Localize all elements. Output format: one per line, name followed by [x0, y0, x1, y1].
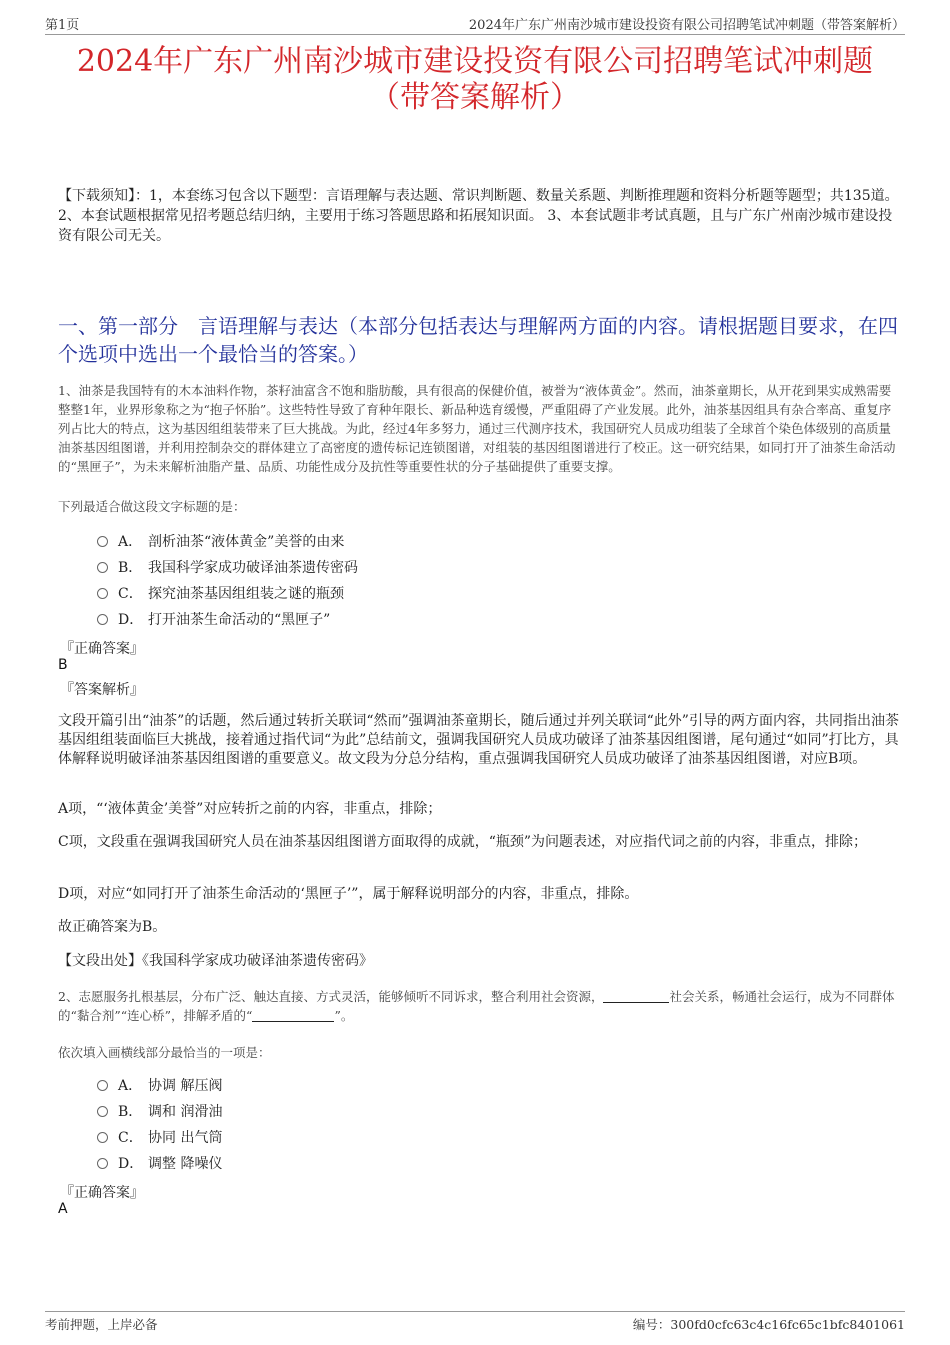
q1-option-b[interactable] — [97, 557, 358, 579]
download-notice: 【下载须知】：1，本套练习包含以下题型：言语理解与表达题、常识判断题、数量关系题、判断推理题和资料分析题等题型；共135道。 2、本套试题根据常见招考题总结归纳，主要用于练习答题思路和拓展知识面。 3、本套试题非考试真题，且与广东广州南沙城市建设投资有限公司无关。 — [58, 188, 899, 244]
radio-icon[interactable] — [97, 1132, 108, 1143]
radio-icon[interactable] — [97, 614, 108, 625]
option-letter: B． — [118, 1104, 143, 1120]
option-text: 调整 降噪仪 — [148, 1156, 223, 1172]
header-doc-title: 2024年广东广州南沙城市建设投资有限公司招聘笔试冲刺题（带答案解析） — [468, 18, 905, 33]
section-heading: 一、第一部分 言语理解与表达（本部分包括表达与理解两方面的内容。请根据题目要求，在四个选项中选出一个最恰当的答案。） — [58, 314, 898, 366]
document-title — [30, 44, 920, 116]
q1-answer-label: 『正确答案』 — [60, 641, 144, 657]
option-text: 剖析油茶“液体黄金”美誉的由来 — [148, 534, 345, 550]
q1-option-a[interactable] — [97, 531, 344, 553]
page-number: 第1页 — [45, 18, 80, 33]
q2-passage-part-3: ”。 — [334, 1008, 354, 1023]
q2-answer-label: 『正确答案』 — [60, 1185, 144, 1201]
q1-note-d: D项，对应“如同打开了油茶生命活动的‘黑匣子’”，属于解释说明部分的内容，非重点，排除。 — [58, 886, 639, 902]
option-letter: A． — [118, 534, 143, 550]
q2-option-c[interactable] — [97, 1127, 222, 1149]
q1-answer: B — [58, 657, 68, 673]
radio-icon[interactable] — [97, 1158, 108, 1169]
page-footer — [45, 1311, 905, 1336]
q2-option-d[interactable] — [97, 1153, 222, 1175]
option-text: 调和 润滑油 — [148, 1104, 223, 1120]
option-text: 打开油茶生命活动的“黑匣子” — [148, 612, 331, 628]
footer-slogan: 考前押题，上岸必备 — [45, 1317, 158, 1332]
option-letter: D． — [118, 1156, 144, 1172]
q1-source: 【文段出处】《我国科学家成功破译油茶遗传密码》 — [58, 953, 373, 969]
q1-option-c[interactable] — [97, 583, 344, 605]
q1-passage: 1、油茶是我国特有的木本油料作物，茶籽油富含不饱和脂肪酸，具有很高的保健价值，被誉为“液体黄金”。然而，油茶童期长，从开花到果实成熟需要整整1年，业界形象称之为“抱子怀胎”。这些特性导致了育种年限长、新品种选育缓慢，严重阻碍了产业发展。此外，油茶基因组具有杂合率高、重复序列占比大的特点，这为基因组组装带来了巨大挑战。为此，经过4年多努力，通过三代测序技术，我国研究人员成功组装了全球首个染色体级别的高质量油茶基因组图谱，并利用控制杂交的群体建立了高密度的遗传标记连锁图谱，对组装的基因组图谱进行了校正。这一研究结果，如同打开了油茶生命活动的“黑匣子”，为未来解析油脂产量、品质、功能性成分及抗性等重要性状的分子基础提供了重要支撑。 — [58, 383, 896, 474]
q2-option-a[interactable] — [97, 1075, 222, 1097]
q1-prompt: 下列最适合做这段文字标题的是： — [58, 499, 246, 514]
q2-blank-1 — [603, 990, 669, 1003]
q1-analysis: 文段开篇引出“油茶”的话题，然后通过转折关联词“然而”强调油茶童期长，随后通过并列关联词“此外”引导的两方面内容，共同指出油茶基因组组装面临巨大挑战，接着通过指代词“为此”总结前文，强调我国研究人员成功破译了油茶基因组图谱，尾句通过“如同”打比方，具体解释说明破译油茶基因组图谱的重要意义。故文段为分总分结构，重点强调我国研究人员成功破译了油茶基因组图谱，对应B项。 — [58, 713, 899, 767]
radio-icon[interactable] — [97, 536, 108, 547]
q1-note-c: C项，文段重在强调我国研究人员在油茶基因组图谱方面取得的成就，“瓶颈”为问题表述，对应指代词之前的内容，非重点，排除； — [58, 834, 868, 850]
title-line-1: 2024年广东广州南沙城市建设投资有限公司招聘笔试冲刺题 — [76, 44, 874, 79]
page-header — [45, 14, 905, 35]
option-letter: D． — [118, 612, 144, 628]
q2-passage-part-1: 2、志愿服务扎根基层，分布广泛、触达直接、方式灵活，能够倾听不同诉求，整合利用社会资源， — [58, 989, 604, 1004]
option-letter: C． — [118, 586, 143, 602]
radio-icon[interactable] — [97, 588, 108, 599]
q1-conclusion: 故正确答案为B。 — [58, 919, 167, 935]
q1-note-a: A项，“‘液体黄金’美誉”对应转折之前的内容，非重点，排除； — [58, 801, 442, 817]
q2-prompt: 依次填入画横线部分最恰当的一项是： — [58, 1045, 271, 1060]
option-text: 协调 解压阀 — [148, 1078, 223, 1094]
q2-answer: A — [58, 1201, 68, 1217]
q2-blank-2 — [252, 1009, 334, 1022]
title-line-2: （带答案解析） — [370, 80, 580, 115]
q1-option-d[interactable] — [97, 609, 330, 631]
footer-serial: 编号：300fd0cfc63c4c16fc65c1bfc8401061 — [632, 1317, 905, 1332]
radio-icon[interactable] — [97, 1080, 108, 1091]
option-letter: B． — [118, 560, 143, 576]
radio-icon[interactable] — [97, 1106, 108, 1117]
q2-passage-part-2: 社会关系，畅通社会运行，成为不同群体的“黏合剂”“连心桥”，排解矛盾的“ — [58, 989, 895, 1023]
q2-option-b[interactable] — [97, 1101, 222, 1123]
q2-passage — [58, 987, 900, 1025]
option-letter: A． — [118, 1078, 143, 1094]
radio-icon[interactable] — [97, 562, 108, 573]
option-text: 探究油茶基因组组装之谜的瓶颈 — [148, 586, 344, 602]
option-text: 协同 出气筒 — [148, 1130, 223, 1146]
option-letter: C． — [118, 1130, 143, 1146]
q1-analysis-label: 『答案解析』 — [60, 682, 144, 698]
option-text: 我国科学家成功破译油茶遗传密码 — [148, 560, 358, 576]
